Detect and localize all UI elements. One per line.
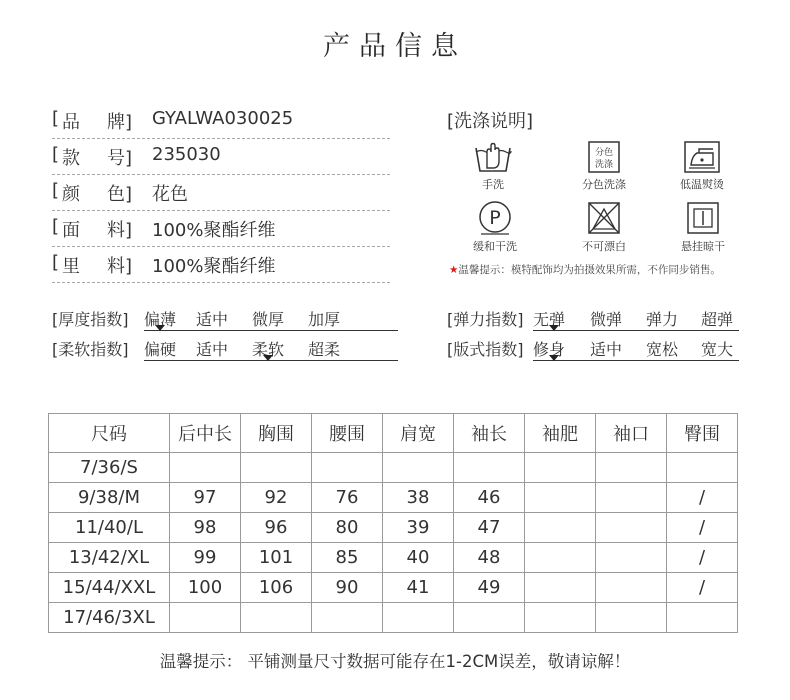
info-label: 里 bbox=[62, 256, 80, 277]
table-cell: 9/38/M bbox=[49, 483, 170, 513]
table-cell bbox=[312, 603, 383, 633]
low-temp-iron-icon bbox=[683, 140, 721, 174]
info-value: 100%聚酯纤维 bbox=[152, 220, 276, 241]
info-label: 颜 bbox=[62, 184, 80, 205]
table-header-cell: 肩宽 bbox=[383, 414, 454, 453]
info-label: 色] bbox=[107, 184, 133, 205]
table-cell: 7/36/S bbox=[49, 453, 170, 483]
info-bracket: [ bbox=[52, 108, 60, 129]
table-header-cell: 臀围 bbox=[667, 414, 738, 453]
table-cell bbox=[596, 513, 667, 543]
table-cell: 92 bbox=[241, 483, 312, 513]
index-label: [版式指数] bbox=[447, 340, 524, 359]
table-cell bbox=[596, 453, 667, 483]
table-cell bbox=[241, 453, 312, 483]
wash-note bbox=[449, 262, 721, 277]
table-cell: 11/40/L bbox=[49, 513, 170, 543]
info-row-color bbox=[52, 176, 390, 211]
info-label: 牌] bbox=[107, 112, 133, 133]
info-value: GYALWA030025 bbox=[152, 108, 294, 129]
hang-dry-icon bbox=[685, 200, 721, 236]
info-row-style-no bbox=[52, 140, 390, 175]
table-cell bbox=[667, 453, 738, 483]
index-option: 微弹 bbox=[590, 310, 623, 329]
softness-index bbox=[52, 335, 352, 361]
table-cell: 46 bbox=[454, 483, 525, 513]
info-value: 235030 bbox=[152, 144, 221, 165]
table-cell: 13/42/XL bbox=[49, 543, 170, 573]
table-cell: / bbox=[667, 513, 738, 543]
table-row bbox=[49, 513, 738, 543]
table-header-cell: 尺码 bbox=[49, 414, 170, 453]
index-option: 宽松 bbox=[646, 340, 679, 359]
index-option: 宽大 bbox=[701, 340, 734, 359]
table-header-cell: 袖口 bbox=[596, 414, 667, 453]
index-option: 柔软 bbox=[252, 340, 285, 359]
table-cell bbox=[454, 453, 525, 483]
table-cell: 38 bbox=[383, 483, 454, 513]
table-cell: 49 bbox=[454, 573, 525, 603]
table-cell bbox=[667, 603, 738, 633]
index-line bbox=[144, 330, 398, 331]
star-icon: ★ bbox=[449, 264, 459, 276]
size-table bbox=[48, 413, 738, 633]
info-label: 号] bbox=[107, 148, 133, 169]
index-option: 偏薄 bbox=[144, 310, 177, 329]
table-cell: / bbox=[667, 483, 738, 513]
info-label: 料] bbox=[107, 256, 133, 277]
info-row-fabric bbox=[52, 212, 390, 247]
table-cell: 99 bbox=[170, 543, 241, 573]
wash-label: 悬挂晾干 bbox=[681, 240, 725, 253]
info-label: 款 bbox=[62, 148, 80, 169]
table-cell: 96 bbox=[241, 513, 312, 543]
index-option: 弹力 bbox=[646, 310, 679, 329]
wash-title: [洗涤说明] bbox=[447, 111, 534, 132]
wash-item-dry-clean bbox=[445, 200, 545, 254]
table-cell: 90 bbox=[312, 573, 383, 603]
table-cell bbox=[525, 453, 596, 483]
no-bleach-icon bbox=[586, 200, 622, 236]
index-option: 适中 bbox=[196, 310, 229, 329]
index-marker-icon bbox=[263, 355, 273, 361]
table-cell: 41 bbox=[383, 573, 454, 603]
index-option: 偏硬 bbox=[144, 340, 177, 359]
table-cell bbox=[525, 603, 596, 633]
index-option: 超柔 bbox=[308, 340, 341, 359]
wash-label: 分色洗涤 bbox=[582, 178, 626, 191]
index-marker-icon bbox=[155, 325, 165, 331]
table-header-cell: 腰围 bbox=[312, 414, 383, 453]
index-option: 无弹 bbox=[533, 310, 566, 329]
wash-label: 低温熨烫 bbox=[680, 178, 724, 191]
table-cell bbox=[383, 603, 454, 633]
table-cell bbox=[312, 453, 383, 483]
table-cell: 40 bbox=[383, 543, 454, 573]
table-row bbox=[49, 543, 738, 573]
table-header-cell: 袖肥 bbox=[525, 414, 596, 453]
table-cell bbox=[596, 483, 667, 513]
table-cell bbox=[241, 603, 312, 633]
table-row bbox=[49, 603, 738, 633]
info-bracket: [ bbox=[52, 216, 60, 237]
table-cell bbox=[454, 603, 525, 633]
table-cell: 39 bbox=[383, 513, 454, 543]
table-cell bbox=[596, 573, 667, 603]
wash-item-separate-color bbox=[554, 140, 654, 192]
table-cell bbox=[383, 453, 454, 483]
icon-text: 洗涤 bbox=[594, 160, 614, 170]
index-line bbox=[533, 360, 739, 361]
table-cell: 76 bbox=[312, 483, 383, 513]
table-cell bbox=[525, 573, 596, 603]
table-row bbox=[49, 483, 738, 513]
index-option: 修身 bbox=[533, 340, 566, 359]
table-cell: 98 bbox=[170, 513, 241, 543]
table-cell: / bbox=[667, 573, 738, 603]
index-option: 微厚 bbox=[252, 310, 285, 329]
table-header-cell: 袖长 bbox=[454, 414, 525, 453]
info-label: 面 bbox=[62, 220, 80, 241]
separate-color-wash-icon bbox=[587, 140, 621, 174]
table-cell bbox=[525, 543, 596, 573]
hand-wash-icon bbox=[473, 140, 513, 174]
info-bracket: [ bbox=[52, 180, 60, 201]
page-title: 产品信息 bbox=[323, 31, 467, 62]
info-label: 料] bbox=[107, 220, 133, 241]
table-cell bbox=[596, 603, 667, 633]
table-cell: 101 bbox=[241, 543, 312, 573]
wash-item-hand-wash bbox=[443, 140, 543, 192]
table-cell: 100 bbox=[170, 573, 241, 603]
thickness-index bbox=[52, 305, 352, 331]
table-cell: 106 bbox=[241, 573, 312, 603]
table-cell: 15/44/XXL bbox=[49, 573, 170, 603]
index-label: [弹力指数] bbox=[447, 310, 524, 329]
wash-label: 缓和干洗 bbox=[473, 240, 517, 253]
table-cell: 80 bbox=[312, 513, 383, 543]
table-header-cell: 胸围 bbox=[241, 414, 312, 453]
table-row bbox=[49, 573, 738, 603]
info-bracket: [ bbox=[52, 144, 60, 165]
wash-label: 不可漂白 bbox=[582, 240, 626, 253]
fit-index bbox=[447, 335, 742, 361]
wash-item-no-bleach bbox=[554, 200, 654, 254]
info-label: 品 bbox=[62, 112, 80, 133]
index-label: [柔软指数] bbox=[52, 340, 129, 359]
table-cell: / bbox=[667, 543, 738, 573]
table-cell bbox=[170, 453, 241, 483]
table-cell bbox=[525, 483, 596, 513]
table-cell bbox=[596, 543, 667, 573]
wash-item-hang-dry bbox=[653, 200, 753, 254]
wash-note-text: 温馨提示：模特配饰均为拍摄效果所需，不作同步销售。 bbox=[458, 264, 721, 276]
index-option: 超弹 bbox=[701, 310, 734, 329]
table-cell: 97 bbox=[170, 483, 241, 513]
icon-text: P bbox=[489, 207, 501, 229]
table-cell bbox=[525, 513, 596, 543]
wash-label: 手洗 bbox=[482, 178, 504, 191]
info-value: 100%聚酯纤维 bbox=[152, 256, 276, 277]
index-marker-icon bbox=[549, 325, 559, 331]
table-cell: 48 bbox=[454, 543, 525, 573]
index-option: 适中 bbox=[196, 340, 229, 359]
table-cell bbox=[170, 603, 241, 633]
wash-item-low-iron bbox=[652, 140, 752, 192]
index-label: [厚度指数] bbox=[52, 310, 129, 329]
icon-text: 分色 bbox=[594, 148, 614, 158]
table-header-row bbox=[49, 414, 738, 453]
gentle-dry-clean-icon bbox=[477, 200, 513, 236]
elasticity-index bbox=[447, 305, 742, 331]
table-row bbox=[49, 453, 738, 483]
table-cell: 85 bbox=[312, 543, 383, 573]
info-bracket: [ bbox=[52, 252, 60, 273]
table-header-cell: 后中长 bbox=[170, 414, 241, 453]
measurement-tip: 温馨提示： 平铺测量尺寸数据可能存在1-2CM误差，敬请谅解！ bbox=[159, 652, 631, 671]
index-line bbox=[533, 330, 739, 331]
index-option: 适中 bbox=[590, 340, 623, 359]
table-cell: 17/46/3XL bbox=[49, 603, 170, 633]
info-row-lining bbox=[52, 248, 390, 283]
info-row-brand bbox=[52, 104, 390, 139]
index-option: 加厚 bbox=[308, 310, 341, 329]
table-cell: 47 bbox=[454, 513, 525, 543]
info-value: 花色 bbox=[152, 184, 188, 205]
index-marker-icon bbox=[549, 355, 559, 361]
